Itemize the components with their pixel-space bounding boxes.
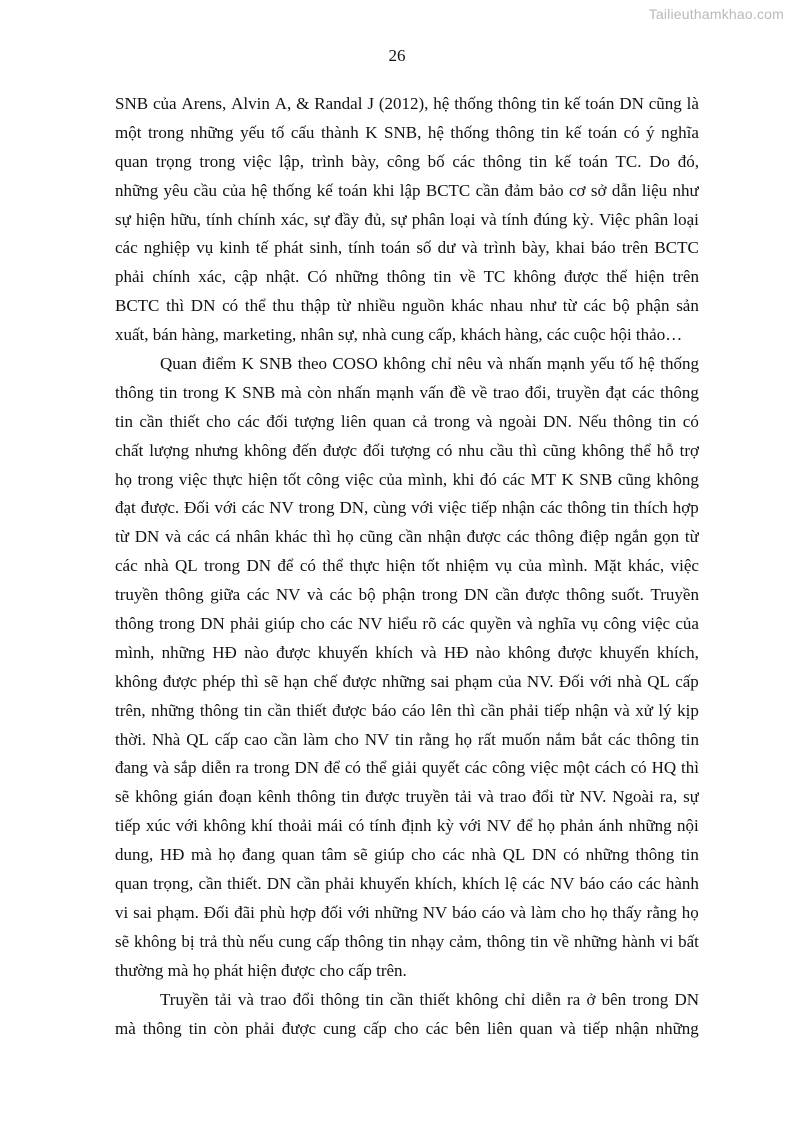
text-line: không được phép thì sẽ hạn chế được những sai phạm của NV. Đối với nhà QL cấp	[115, 671, 699, 691]
text-line: từ DN và các cá nhân khác thì họ cũng cần nhận được các thông điệp ngắn gọn từ	[115, 527, 699, 547]
text-line: quan trọng, cần thiết. DN cần phải khuyến khích, khích lệ các NV báo cáo các hành	[115, 874, 699, 894]
document-body	[115, 90, 699, 1043]
text-line: dung, HĐ mà họ đang quan tâm sẽ giúp cho các nhà QL DN có những thông tin	[115, 845, 699, 865]
text-line: tiếp xúc với không khí thoải mái có tính định kỳ với NV để họ phản ánh những nội	[115, 816, 699, 836]
text-line: sẽ không bị trả thù nếu cung cấp thông tin nhạy cảm, thông tin về những hành vi bất	[115, 931, 699, 951]
text-line: mình, những HĐ nào được khuyến khích và HĐ nào không được khuyến khích,	[115, 642, 699, 662]
text-line: các nghiệp vụ kinh tế phát sinh, tính toán số dư và trình bày, khai báo trên BCTC	[115, 238, 699, 258]
text-line: thông trong DN phải giúp cho các NV hiểu rõ các quyền và nghĩa vụ công việc của	[115, 614, 699, 634]
watermark: Tailieuthamkhao.com	[648, 6, 784, 22]
text-line: thời. Nhà QL cấp cao cần làm cho NV tin rằng họ rất muốn nắm bắt các thông tin	[115, 729, 699, 749]
text-line: sự hiện hữu, tính chính xác, sự đầy đủ, sự phân loại và tính đúng kỳ. Việc phân loại	[115, 209, 699, 229]
text-line: một trong những yếu tố cấu thành K SNB, hệ thống thông tin kế toán có ý nghĩa	[115, 122, 699, 142]
text-line: Truyền tải và trao đổi thông tin cần thiết không chỉ diễn ra ở bên trong DN	[160, 989, 699, 1009]
paragraph-1	[115, 90, 699, 350]
text-line: truyền thông giữa các NV và các bộ phận trong DN cần được thông suốt. Truyền	[115, 585, 699, 605]
text-line: BCTC thì DN có thể thu thập từ nhiều nguồn khác nhau như từ các bộ phận sản	[115, 296, 699, 316]
paragraph-2	[115, 350, 699, 986]
text-line: mà thông tin còn phải được cung cấp cho các bên liên quan và tiếp nhận những	[115, 1018, 699, 1038]
text-line: trên, những thông tin cần thiết được báo cáo lên thì cần phải tiếp nhận và xử lý kịp	[115, 700, 699, 720]
text-line: vi sai phạm. Đối đãi phù hợp đối với những NV báo cáo và làm cho họ thấy rằng họ	[115, 902, 699, 922]
text-line: phải chính xác, cập nhật. Có những thông tin về TC không được thể hiện trên	[115, 267, 699, 287]
text-line: họ trong việc thực hiện tốt công việc của mình, khi đó các MT K SNB cũng không	[115, 469, 699, 489]
text-line: sẽ không gián đoạn kênh thông tin được truyền tải và trao đổi từ NV. Ngoài ra, sự	[115, 787, 699, 807]
text-line: thường mà họ phát hiện được cho cấp trên.	[115, 960, 407, 980]
text-line: đang và sắp diễn ra trong DN để có thể giải quyết các công việc một cách có HQ thì	[115, 758, 699, 778]
paragraph-3	[115, 986, 699, 1044]
page-number: 26	[388, 46, 406, 65]
text-line: Quan điểm K SNB theo COSO không chỉ nêu và nhấn mạnh yếu tố hệ thống	[160, 354, 699, 374]
text-line: chất lượng nhưng không đến được đối tượng có nhu cầu thì cũng không thể hỗ trợ	[115, 440, 699, 460]
text-line: các nhà QL trong DN để có thể thực hiện tốt nhiệm vụ của mình. Mặt khác, việc	[115, 556, 699, 576]
text-line: đạt được. Đối với các NV trong DN, cùng với việc tiếp nhận các thông tin thích hợp	[115, 498, 699, 518]
text-line: thông tin trong K SNB mà còn nhấn mạnh vấn đề về trao đổi, truyền đạt các thông	[115, 382, 699, 402]
text-line: quan trọng trong việc lập, trình bày, công bố các thông tin kế toán TC. Do đó,	[115, 151, 699, 171]
text-line: xuất, bán hàng, marketing, nhân sự, nhà cung cấp, khách hàng, các cuộc hội thảo…	[115, 325, 683, 345]
text-line: tin cần thiết cho các đối tượng liên quan cả trong và ngoài DN. Nếu thông tin có	[115, 411, 699, 431]
text-line: những yêu cầu của hệ thống kế toán khi lập BCTC cần đảm bảo cơ sở dẫn liệu như	[115, 180, 699, 200]
text-line: SNB của Arens, Alvin A, & Randal J (2012), hệ thống thông tin kế toán DN cũng là	[115, 94, 699, 113]
